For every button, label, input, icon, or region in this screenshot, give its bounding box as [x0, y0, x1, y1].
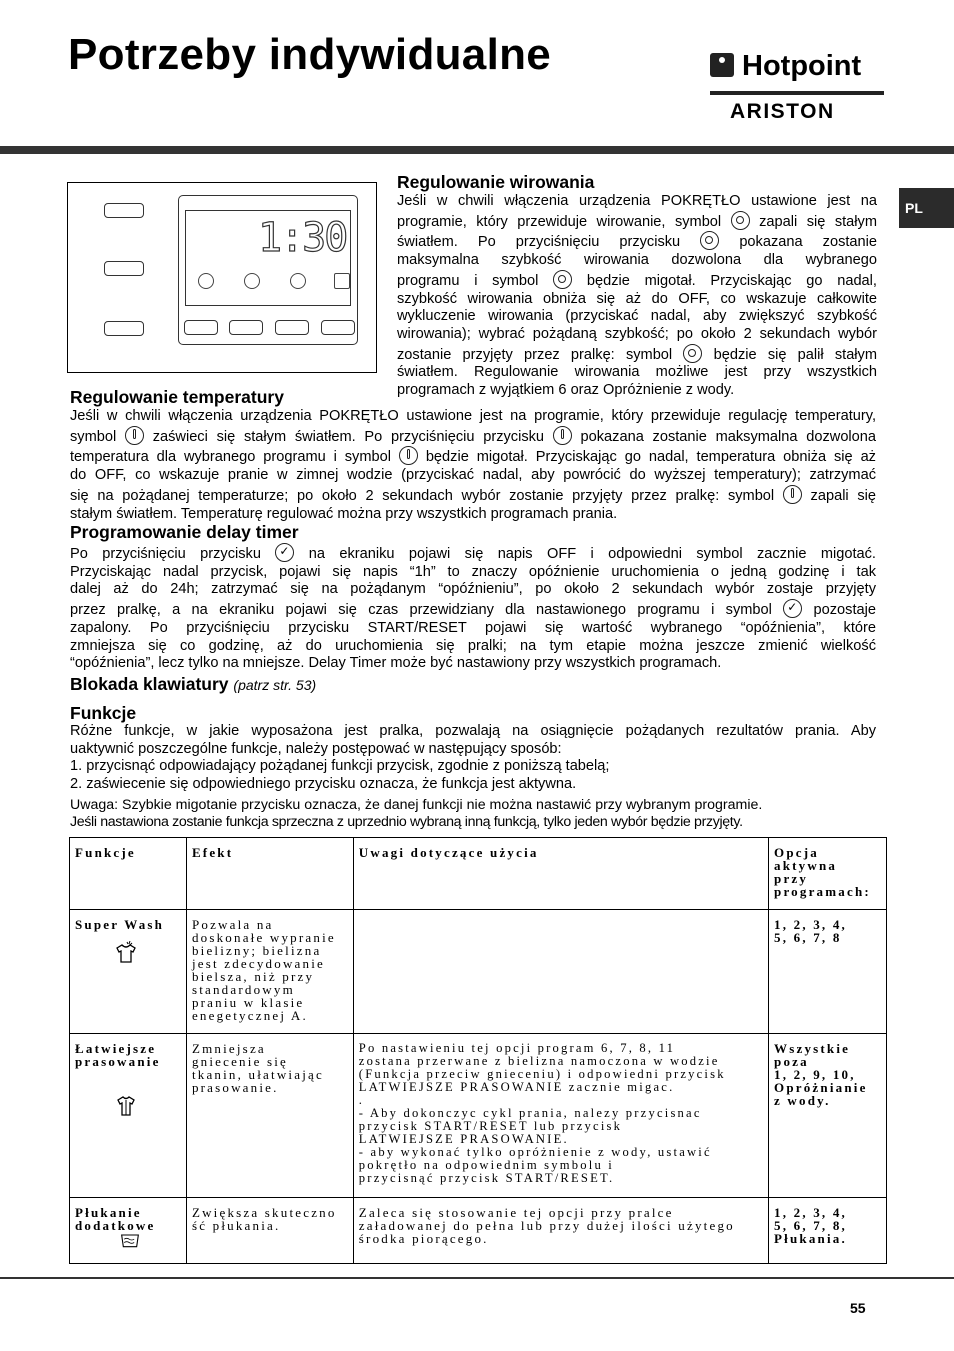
text-segment: światłem. Po przyciśnięciu przycisku: [397, 234, 681, 251]
temperature-text: [70, 408, 876, 523]
text-line: [70, 506, 876, 524]
control-panel-illustration: [67, 182, 377, 373]
function-name: Super Wash: [75, 917, 165, 932]
function-button: [321, 320, 355, 335]
logo-mark-icon: [710, 53, 734, 77]
brand-logo: [710, 50, 890, 130]
text-line: [70, 446, 876, 467]
note-line: Uwaga: Szybkie migotanie przycisku oznacza, że danej funkcji nie można nastawić przy wybranym programie.: [70, 797, 763, 813]
spin-icon: [198, 273, 214, 289]
brand-name: Hotpoint: [710, 50, 861, 83]
text-segment: się na pożądanej temperaturze; po około 2 sekundach wybór zostanie przyjęty przez pralkę: symbol: [70, 487, 775, 504]
table-header-row: [70, 838, 887, 910]
spin-icon: [731, 211, 750, 230]
function-button: [229, 320, 263, 335]
text-line: [70, 408, 876, 426]
logo-divider: [710, 91, 884, 95]
text-segment: zostanie przyjęty przez pralkę: symbol: [397, 346, 673, 363]
spin-icon: [553, 270, 572, 289]
text-line: [70, 599, 876, 620]
text-segment: Przyciskając nadal przycisk, pojawi się napis “1h” to znaczy opóźnienie uruchomienia o jedną godzinę i tak: [70, 563, 876, 580]
text-line: [397, 252, 877, 270]
text-segment: stałym światłem. Temperaturę regulować można przy wszystkich programach prania.: [70, 505, 618, 522]
text-segment: symbol: [70, 428, 117, 445]
spin-icon: [683, 344, 702, 363]
text-segment: “opóźnienia”, lecz tylko na mniejsze. Delay Timer może być nastawiony przy wszystkich programach.: [70, 655, 722, 672]
delay-text: [70, 543, 876, 673]
text-line: [70, 426, 876, 447]
text-segment: zaświeci się stałym światłem. Po przyciśnięciu przycisku: [152, 428, 545, 445]
text-line: [397, 211, 877, 232]
table-row: [70, 1198, 887, 1264]
functions-intro: [70, 723, 876, 794]
text-line: [397, 193, 877, 211]
functions-note: [70, 797, 762, 831]
delay-heading: Programowanie delay timer: [70, 522, 299, 542]
page-title: Potrzeby indywidualne: [68, 30, 552, 79]
note-line: Jeśli nastawiona zostanie funkcja sprzeczna z uprzednio wybraną inną funkcją, tylko jeden wybór będzie przyjęty.: [70, 814, 743, 830]
effect-cell: Pozwala na doskonałe wypranie bielizny; bielizna jest zdecydowanie bielsza, niż przy standardowym praniu w klasie enegetycznej A.: [186, 910, 353, 1034]
notes-cell: Po nastawieniu tej opcji program 6, 7, 8, 11 zostana przerwane z bielizna namoczona w wodzie (Funkcja przeciw gnieceniu) i odpowiedni przycisk LATWIEJSZE PRASOWANIE zacznie migac. . - Aby dokonczyc cykl prania, nalezy przycisnac przycisk START/RESET lub przycisk LATWIEJSZE PRASOWANIE. - aby wykonać tylko opróżnienie z wody, ustawić pokrętło na odpowiednim symbolu i przycisnąć przycisk START/RESET.: [353, 1034, 768, 1198]
temperature-icon: [244, 273, 260, 289]
text-line: [70, 543, 876, 564]
temperature-icon: [553, 426, 572, 445]
text-segment: na ekraniku pojawi się napis OFF i odpowiedni symbol zacznie migotać.: [308, 546, 876, 562]
text-segment: wirowania); wybrać pożądaną szybkość; po około 2 sekundach wybór: [397, 325, 877, 342]
text-segment: programach z wyjątkiem 6 oraz Opróżnienie z wody.: [397, 382, 735, 399]
function-name: Płukanie dodatkowe: [75, 1205, 156, 1233]
table-header: Uwagi dotyczące użycia: [353, 838, 768, 910]
text-segment: szybkość wirowania obniża się aż do OFF, co wskazuje całkowite: [397, 290, 877, 307]
lock-heading: Blokada klawiatury (patrz str. 53): [70, 674, 317, 694]
superwash-icon: [113, 941, 139, 965]
function-name: Łatwiejsze prasowanie: [75, 1041, 161, 1069]
text-segment: będzie się palił stałym: [713, 346, 878, 363]
text-segment: zapali się: [810, 487, 877, 504]
temperature-icon: [783, 485, 802, 504]
text-line: [70, 564, 876, 582]
text-line: [70, 620, 876, 638]
effect-cell: Zwiększa skuteczno ść płukania.: [186, 1198, 353, 1264]
function-button: [184, 320, 218, 335]
display-unit: [178, 195, 358, 345]
header-divider: [0, 146, 954, 154]
temperature-heading: Regulowanie temperatury: [70, 387, 284, 407]
panel-button: [104, 321, 144, 336]
spin-heading: Regulowanie wirowania: [397, 172, 595, 192]
functions-heading: Funkcje: [70, 703, 137, 723]
lock-icon: [334, 273, 350, 289]
text-line: [397, 308, 877, 326]
table-header: Efekt: [186, 838, 353, 910]
intro-line: Różne funkcje, w jakie wyposażona jest pralka, pozwalają na osiągnięcie pożądanych rezultatów prania. Aby: [70, 723, 876, 739]
text-segment: pokazana zostanie: [739, 234, 878, 251]
text-line: [70, 485, 876, 506]
text-segment: dalej aż do 24h; zatrzymać się na pożądanym “opóźnieniu”, po około 2 sekundach wybór zostaje przyjęty: [70, 581, 876, 598]
text-segment: będzie migotał. Przyciskając go nadal,: [586, 272, 877, 289]
table-header: Funkcje: [70, 838, 187, 910]
text-line: [397, 270, 877, 291]
text-segment: Jeśli w chwili włączenia urządzenia POKRĘTŁO ustawione jest na programie, który przewiduje regulację temperatury,: [70, 408, 876, 424]
text-line: [70, 638, 876, 656]
delay-icon: [275, 543, 294, 562]
notes-cell: [353, 910, 768, 1034]
text-line: [397, 344, 877, 365]
function-cell: [70, 910, 187, 1034]
temperature-icon: [125, 426, 144, 445]
easy-iron-icon: [113, 1094, 139, 1118]
text-segment: zapali się stałym: [759, 213, 877, 230]
text-line: [397, 231, 877, 252]
text-segment: Jeśli w chwili włączenia urządzenia POKRĘTŁO ustawione jest na: [397, 193, 877, 209]
function-cell: [70, 1198, 187, 1264]
delay-icon: [783, 599, 802, 618]
function-cell: [70, 1034, 187, 1198]
table-row: [70, 1034, 887, 1198]
text-line: [70, 655, 876, 673]
display-clock: 1:30: [258, 215, 347, 261]
text-segment: przez pralkę, a na ekraniku pojawi się czas przewidziany dla nastawionego programu i symbol: [70, 602, 772, 619]
text-segment: programu i symbol: [397, 272, 539, 289]
text-segment: temperatura dla wybranego programu i symbol: [70, 449, 391, 466]
functions-table: [69, 837, 887, 1264]
text-line: [70, 467, 876, 485]
programs-cell: 1, 2, 3, 4, 5, 6, 7, 8: [769, 910, 887, 1034]
text-line: [397, 364, 877, 382]
display-screen: [185, 210, 351, 306]
table-row: [70, 910, 887, 1034]
text-segment: do OFF, co wskazuje pranie w zimnej wodzie (przyciskać nadal, aby powrócić do wyższej temperatury); zatrzymać: [70, 467, 876, 484]
temperature-icon: [399, 446, 418, 465]
text-segment: zapalony. Po przyciśnięciu przycisku START/RESET pojawi się wartość wybranego “opóźnienia”, które: [70, 619, 876, 636]
text-line: [397, 291, 877, 309]
text-segment: pokazana zostanie maksymalna dozwolona: [580, 428, 877, 445]
spin-text: [397, 193, 877, 400]
intro-line: 2. zaświecenie się odpowiedniego przycisku oznacza, że funkcja jest aktywna.: [70, 776, 577, 793]
brand-subname: ARISTON: [730, 100, 835, 123]
delay-icon: [290, 273, 306, 289]
text-segment: Po przyciśnięciu przycisku: [70, 546, 261, 562]
text-segment: maksymalna szybkość wirowania dozwolona dla wybranego: [397, 252, 877, 269]
notes-cell: Zaleca się stosowanie tej opcji przy pralce załadowanej do pełna lub przy dużej ilości użytego środka piorącego.: [353, 1198, 768, 1264]
panel-button: [104, 203, 144, 218]
table-header: Opcja aktywna przy programach:: [769, 838, 887, 910]
text-segment: zmniejsza się co godzinę, aż do uruchomienia się pralki; na tym etapie można jeszcze zmienić wielkość: [70, 637, 876, 654]
spin-icon: [700, 231, 719, 250]
effect-cell: Zmniejsza gniecenie się tkanin, ułatwiając prasowanie.: [186, 1034, 353, 1198]
text-line: [70, 581, 876, 599]
programs-cell: Wszystkie poza 1, 2, 9, 10, Opróżnianie z wody.: [769, 1034, 887, 1198]
intro-line: 1. przycisnąć odpowiadający pożądanej funkcji przycisk, zgodnie z poniższą tabelą;: [70, 758, 610, 775]
text-segment: programie, który przewiduje wirowanie, symbol: [397, 213, 722, 230]
text-line: [397, 382, 877, 400]
function-button: [275, 320, 309, 335]
intro-line: uaktywnić poszczególne funkcje, należy postępować w następujący sposób:: [70, 740, 562, 757]
language-tab: PL: [899, 188, 954, 228]
text-segment: wykluczenie wirowania (przyciskać nadal, aby zwiększyć szybkość: [397, 308, 877, 325]
programs-cell: 1, 2, 3, 4, 5, 6, 7, 8, Płukania.: [769, 1198, 887, 1264]
text-segment: światłem. Regulowanie wirowania możliwe jest przy wszystkich: [397, 364, 877, 381]
text-line: [397, 326, 877, 344]
panel-button: [104, 261, 144, 276]
text-segment: pozostaje: [813, 602, 876, 619]
page-number: 55: [850, 1300, 866, 1316]
text-segment: będzie migotał. Przyciskając go nadal, temperatura obniża się aż: [425, 449, 876, 466]
footer-divider: [0, 1277, 954, 1279]
lock-page-ref: (patrz str. 53): [233, 677, 317, 693]
extra-rinse-icon: [119, 1230, 141, 1250]
